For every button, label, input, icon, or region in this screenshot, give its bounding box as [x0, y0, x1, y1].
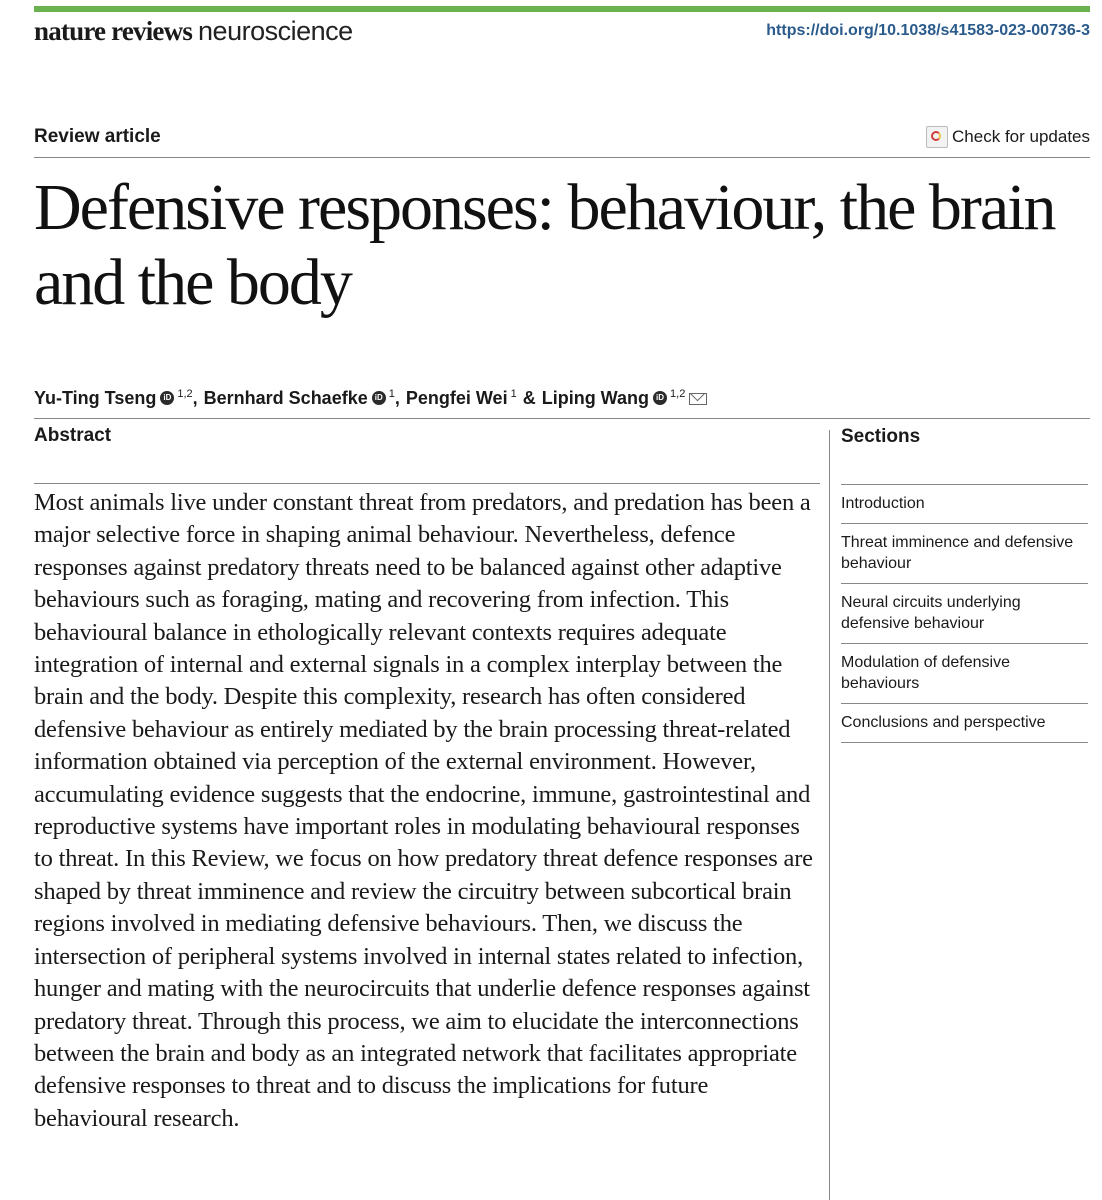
section-link-conclusions[interactable]: Conclusions and perspective	[841, 704, 1088, 743]
author-1[interactable]	[204, 388, 395, 409]
author-affiliation: 1	[510, 388, 517, 400]
article-type: Review article	[34, 126, 161, 147]
section-link-threat-imminence[interactable]: Threat imminence and defensive behaviour	[841, 524, 1088, 584]
author-2[interactable]	[406, 388, 517, 409]
email-icon[interactable]	[689, 393, 707, 405]
doi-link[interactable]: https://doi.org/10.1038/s41583-023-00736-3	[766, 22, 1090, 39]
crossmark-icon	[926, 126, 948, 148]
check-for-updates-button[interactable]	[926, 126, 1090, 148]
abstract-text: Most animals live under constant threat from predators, and predation has been a major selective force in shaping animal behaviour. Nevertheless, defence responses against predatory threats need to be balanced against other adaptive behaviours such as foraging, mating and recovering from infection. This behavioural balance in ethologically relevant contexts requires adequate integration of internal and external signals in a complex interplay between the brain and the body. Despite this complexity, research has often considered defensive behaviour as entirely mediated by the brain processing threat-related information obtained via perception of the external environment. However, accumulating evidence suggests that the endocrine, immune, gastrointestinal and reproductive systems have important roles in modulating behavioural responses to threat. In this Review, we focus on how predatory threat defence responses are shaped by threat imminence and review the circuitry between subcortical brain regions involved in mediating defensive behaviours. Then, we discuss the intersection of peripheral systems involved in internal states related to infection, hunger and mating with the neurocircuits that underlie defence responses against predatory threat. Through this process, we aim to elucidate the interconnections between the brain and body as an integrated network that facilitates appropriate defensive responses to threat and to discuss the implications for future behavioural research.	[34, 489, 813, 1132]
sections-title: Sections	[841, 426, 1088, 485]
author-name: Liping Wang	[541, 388, 650, 408]
author-affiliation: 1,2	[177, 388, 193, 400]
author-list	[34, 388, 707, 409]
authors-divider	[34, 418, 1090, 419]
abstract-divider	[34, 483, 820, 484]
author-separator: ,	[192, 388, 198, 408]
journal-accent-bar	[34, 6, 1090, 12]
author-name: Bernhard Schaefke	[203, 388, 368, 408]
abstract-heading: Abstract	[34, 425, 112, 446]
orcid-icon[interactable]: iD	[160, 391, 174, 405]
check-for-updates-label: Check for updates	[952, 127, 1090, 146]
journal-name[interactable]	[34, 16, 353, 47]
author-separator: ,	[394, 388, 400, 408]
sidebar-divider	[829, 430, 830, 1200]
journal-name-bold: nature reviews	[34, 16, 193, 46]
author-affiliation: 1,2	[670, 388, 686, 400]
author-name: Yu-Ting Tseng	[34, 388, 157, 408]
section-link-neural-circuits[interactable]: Neural circuits underlying defensive behaviour	[841, 584, 1088, 644]
orcid-icon[interactable]: iD	[653, 391, 667, 405]
orcid-icon[interactable]: iD	[372, 391, 386, 405]
article-title: Defensive responses: behaviour, the brain and the body	[34, 171, 1055, 319]
author-3[interactable]	[542, 388, 686, 409]
section-link-modulation[interactable]: Modulation of defensive behaviours	[841, 644, 1088, 704]
author-separator: &	[522, 388, 536, 408]
author-0[interactable]	[34, 388, 193, 409]
sections-nav	[841, 426, 1088, 743]
author-name: Pengfei Wei	[405, 388, 508, 408]
journal-name-light: neuroscience	[198, 16, 353, 46]
header-divider	[34, 157, 1090, 158]
section-link-introduction[interactable]: Introduction	[841, 485, 1088, 524]
author-affiliation: 1	[388, 388, 395, 400]
